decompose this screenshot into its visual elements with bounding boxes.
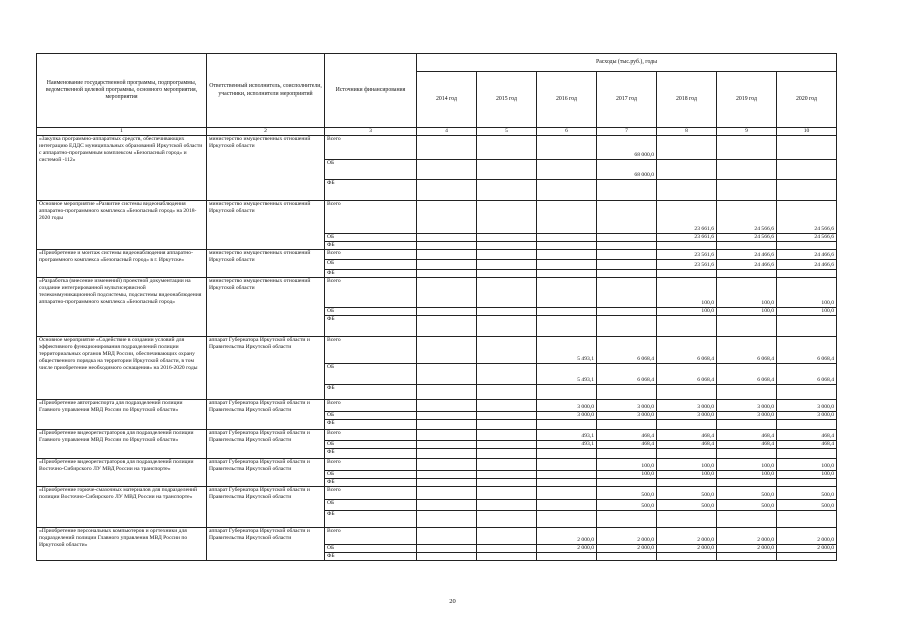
program-name-cell: «Приобретение горюче-смазочных материалов для подразделений полиции Восточно-Сибирского ЛУ МВД России на транспорте»: [37, 486, 207, 527]
amount-cell: [477, 277, 537, 307]
amount-cell: [537, 234, 597, 242]
executor-cell: аппарат Губернатора Иркутской области и Правительства Иркутской области: [207, 527, 325, 560]
amount-cell: 100,0: [597, 458, 657, 470]
amount-cell: 24 566,6: [717, 201, 777, 234]
executor-cell: аппарат Губернатора Иркутской области и Правительства Иркутской области: [207, 399, 325, 429]
amount-cell: 24 466,6: [777, 249, 837, 259]
amount-cell: [477, 336, 537, 363]
program-name-cell: «Приобретение видеорегистраторов для подразделений полиции Восточно-Сибирского ЛУ МВД России на транспорте»: [37, 458, 207, 486]
amount-cell: 100,0: [657, 458, 717, 470]
amount-cell: [657, 384, 717, 399]
amount-cell: [477, 411, 537, 419]
amount-cell: 500,0: [657, 486, 717, 499]
amount-cell: [597, 180, 657, 201]
amount-cell: [717, 241, 777, 249]
amount-cell: 23 661,6: [657, 234, 717, 242]
amount-cell: 100,0: [777, 277, 837, 307]
amount-cell: [597, 419, 657, 429]
table-row: [37, 249, 837, 259]
amount-cell: 2 000,0: [597, 527, 657, 544]
table-row: [37, 399, 837, 411]
amount-cell: [537, 458, 597, 470]
amount-cell: [477, 527, 537, 544]
amount-cell: [417, 363, 477, 384]
amount-cell: 2 000,0: [717, 527, 777, 544]
table-row: [37, 429, 837, 440]
amount-cell: [417, 470, 477, 478]
amount-cell: [597, 552, 657, 560]
amount-cell: 468,4: [777, 429, 837, 440]
header-year: 2016 год: [537, 72, 597, 128]
amount-cell: [477, 499, 537, 510]
amount-cell: 2 000,0: [777, 527, 837, 544]
executor-cell: аппарат Губернатора Иркутской области и Правительства Иркутской области: [207, 458, 325, 486]
amount-cell: 23 661,6: [657, 201, 717, 234]
funding-source-cell: ФБ: [325, 478, 417, 486]
funding-source-cell: ОБ: [325, 307, 417, 315]
amount-cell: 5 493,1: [537, 336, 597, 363]
funding-source-cell: ФБ: [325, 384, 417, 399]
amount-cell: [417, 315, 477, 336]
table-row: [37, 486, 837, 499]
funding-source-cell: Всего: [325, 277, 417, 307]
amount-cell: 500,0: [597, 499, 657, 510]
amount-cell: [537, 499, 597, 510]
amount-cell: 2 000,0: [717, 544, 777, 552]
amount-cell: [597, 269, 657, 277]
amount-cell: [777, 160, 837, 180]
amount-cell: 3 000,0: [717, 399, 777, 411]
amount-cell: [417, 544, 477, 552]
amount-cell: 100,0: [717, 458, 777, 470]
amount-cell: 6 068,4: [597, 336, 657, 363]
funding-source-cell: Всего: [325, 249, 417, 259]
amount-cell: [477, 201, 537, 234]
amount-cell: [657, 241, 717, 249]
column-number: 1: [37, 128, 207, 136]
amount-cell: 100,0: [657, 277, 717, 307]
amount-cell: [477, 448, 537, 458]
amount-cell: [717, 448, 777, 458]
amount-cell: 24 466,6: [717, 259, 777, 269]
column-number: 8: [657, 128, 717, 136]
amount-cell: [417, 478, 477, 486]
funding-source-cell: ОБ: [325, 411, 417, 419]
funding-source-cell: ОБ: [325, 234, 417, 242]
funding-source-cell: ОБ: [325, 259, 417, 269]
amount-cell: 468,4: [597, 429, 657, 440]
amount-cell: [417, 527, 477, 544]
amount-cell: [597, 259, 657, 269]
column-number: 9: [717, 128, 777, 136]
amount-cell: [597, 315, 657, 336]
amount-cell: [477, 510, 537, 527]
program-name-cell: Основное мероприятие «Содействие в создании условий для эффективного функционирования подразделений полиции территориальных органов МВД России, обеспечивающих охрану общественного порядка на территории Иркутской области, в том числе приобретение необходимого оснащения» на 2016-2020 годы: [37, 336, 207, 399]
amount-cell: [477, 429, 537, 440]
amount-cell: 468,4: [657, 429, 717, 440]
amount-cell: [477, 470, 537, 478]
amount-cell: [537, 241, 597, 249]
amount-cell: [537, 249, 597, 259]
amount-cell: [717, 384, 777, 399]
amount-cell: 3 000,0: [537, 411, 597, 419]
amount-cell: 2 000,0: [657, 544, 717, 552]
amount-cell: [537, 307, 597, 315]
amount-cell: [477, 307, 537, 315]
table-row: [37, 336, 837, 363]
amount-cell: [417, 399, 477, 411]
amount-cell: [477, 269, 537, 277]
amount-cell: [597, 478, 657, 486]
amount-cell: 100,0: [777, 470, 837, 478]
header-year: 2017 год: [597, 72, 657, 128]
amount-cell: [477, 544, 537, 552]
amount-cell: [597, 277, 657, 307]
amount-cell: 3 000,0: [657, 411, 717, 419]
amount-cell: 100,0: [717, 307, 777, 315]
amount-cell: 500,0: [777, 499, 837, 510]
funding-source-cell: Всего: [325, 399, 417, 411]
amount-cell: [417, 259, 477, 269]
amount-cell: 6 068,4: [777, 336, 837, 363]
amount-cell: 3 000,0: [777, 411, 837, 419]
budget-table-sheet: [36, 53, 836, 561]
amount-cell: [477, 180, 537, 201]
amount-cell: 493,1: [537, 440, 597, 448]
amount-cell: [417, 180, 477, 201]
executor-cell: министерство имущественных отношений Иркутской области: [207, 249, 325, 277]
amount-cell: [597, 448, 657, 458]
amount-cell: [597, 249, 657, 259]
funding-source-cell: ФБ: [325, 552, 417, 560]
amount-cell: 2 000,0: [597, 544, 657, 552]
header-executor: Ответственный исполнитель, соисполнители, участники, исполнители мероприятий: [207, 54, 325, 128]
amount-cell: [777, 448, 837, 458]
amount-cell: [537, 269, 597, 277]
amount-cell: [537, 384, 597, 399]
amount-cell: [537, 259, 597, 269]
amount-cell: 100,0: [657, 470, 717, 478]
amount-cell: 3 000,0: [597, 411, 657, 419]
amount-cell: 6 068,4: [717, 363, 777, 384]
amount-cell: 500,0: [597, 486, 657, 499]
amount-cell: [417, 269, 477, 277]
amount-cell: 2 000,0: [777, 544, 837, 552]
amount-cell: 24 566,6: [777, 201, 837, 234]
funding-source-cell: ФБ: [325, 269, 417, 277]
amount-cell: [777, 315, 837, 336]
amount-cell: [477, 384, 537, 399]
amount-cell: 100,0: [657, 307, 717, 315]
amount-cell: [417, 429, 477, 440]
amount-cell: [777, 510, 837, 527]
amount-cell: [717, 552, 777, 560]
amount-cell: [657, 160, 717, 180]
column-number: 2: [207, 128, 325, 136]
funding-source-cell: ФБ: [325, 180, 417, 201]
amount-cell: [717, 136, 777, 160]
amount-cell: [477, 399, 537, 411]
amount-cell: [777, 419, 837, 429]
amount-cell: 3 000,0: [537, 399, 597, 411]
amount-cell: [417, 440, 477, 448]
amount-cell: [717, 315, 777, 336]
executor-cell: аппарат Губернатора Иркутской области и Правительства Иркутской области: [207, 429, 325, 458]
amount-cell: [657, 419, 717, 429]
amount-cell: [777, 384, 837, 399]
column-number: 6: [537, 128, 597, 136]
amount-cell: [597, 201, 657, 234]
program-name-cell: «Приобретение автотранспорта для подразделений полиции Главного управления МВД России по Иркутской области»: [37, 399, 207, 429]
amount-cell: [417, 241, 477, 249]
amount-cell: [417, 486, 477, 499]
column-number: 7: [597, 128, 657, 136]
amount-cell: [537, 419, 597, 429]
amount-cell: [417, 136, 477, 160]
amount-cell: [417, 336, 477, 363]
executor-cell: аппарат Губернатора Иркутской области и Правительства Иркутской области: [207, 486, 325, 527]
header-funding-source: Источники финансирования: [325, 54, 417, 128]
amount-cell: [477, 552, 537, 560]
amount-cell: 500,0: [717, 499, 777, 510]
table-row: [37, 527, 837, 544]
amount-cell: 493,1: [537, 429, 597, 440]
amount-cell: 24 566,6: [717, 234, 777, 242]
amount-cell: [477, 478, 537, 486]
amount-cell: [777, 241, 837, 249]
funding-source-cell: ОБ: [325, 160, 417, 180]
amount-cell: [477, 234, 537, 242]
amount-cell: [657, 180, 717, 201]
column-number: 10: [777, 128, 837, 136]
amount-cell: [657, 478, 717, 486]
amount-cell: [717, 419, 777, 429]
page-number: 20: [449, 598, 456, 605]
amount-cell: 23 561,6: [657, 259, 717, 269]
amount-cell: [537, 277, 597, 307]
funding-source-cell: ФБ: [325, 510, 417, 527]
amount-cell: 500,0: [717, 486, 777, 499]
funding-source-cell: Всего: [325, 458, 417, 470]
amount-cell: [477, 249, 537, 259]
amount-cell: 6 068,4: [777, 363, 837, 384]
program-name-cell: «Закупка программно-аппаратных средств, обеспечивающих интеграцию ЕДДС муниципальных образований Иркутской области с аппаратно-программным комплексом «Безопасный город» и системой -112»: [37, 136, 207, 201]
amount-cell: [777, 552, 837, 560]
amount-cell: [417, 234, 477, 242]
funding-source-cell: ФБ: [325, 448, 417, 458]
amount-cell: [417, 448, 477, 458]
amount-cell: [477, 486, 537, 499]
program-name-cell: «Разработка (внесение изменений) проектной документации на создание интегрированной мультисервисной телекоммуникационной подсистемы, подсистемы видеонаблюдения аппаратно-программного комплекса «Безопасный город»: [37, 277, 207, 336]
header-year: 2015 год: [477, 72, 537, 128]
amount-cell: [597, 234, 657, 242]
amount-cell: [417, 384, 477, 399]
header-year: 2019 год: [717, 72, 777, 128]
program-name-cell: «Приобретение персональных компьютеров и оргтехники для подразделений полиции Главного управления МВД России по Иркутской области»: [37, 527, 207, 560]
column-number: 5: [477, 128, 537, 136]
amount-cell: 24 466,6: [717, 249, 777, 259]
amount-cell: [657, 315, 717, 336]
column-number: 3: [325, 128, 417, 136]
executor-cell: министерство имущественных отношений Иркутской области: [207, 277, 325, 336]
header-year: 2018 год: [657, 72, 717, 128]
amount-cell: [657, 552, 717, 560]
table-row: [37, 277, 837, 307]
funding-source-cell: ОБ: [325, 440, 417, 448]
amount-cell: 500,0: [657, 499, 717, 510]
table-row: [37, 201, 837, 234]
amount-cell: 468,4: [777, 440, 837, 448]
funding-source-cell: Всего: [325, 136, 417, 160]
program-name-cell: Основное мероприятие «Развитие системы видеонаблюдения аппаратно-программного комплекса «Безопасный город» на 2018-2020 годы: [37, 201, 207, 250]
executor-cell: аппарат Губернатора Иркутской области и Правительства Иркутской области: [207, 336, 325, 399]
amount-cell: [537, 448, 597, 458]
amount-cell: [717, 478, 777, 486]
amount-cell: [537, 160, 597, 180]
amount-cell: 468,4: [717, 429, 777, 440]
amount-cell: [537, 486, 597, 499]
amount-cell: 3 000,0: [597, 399, 657, 411]
amount-cell: [597, 384, 657, 399]
amount-cell: [717, 510, 777, 527]
header-expenses: Расходы (тыс.руб.), годы: [417, 54, 837, 72]
amount-cell: [477, 440, 537, 448]
amount-cell: 5 493,1: [537, 363, 597, 384]
amount-cell: 500,0: [777, 486, 837, 499]
amount-cell: [417, 411, 477, 419]
amount-cell: 68 000,0: [597, 136, 657, 160]
amount-cell: [417, 458, 477, 470]
amount-cell: [417, 499, 477, 510]
amount-cell: [657, 448, 717, 458]
column-number: 4: [417, 128, 477, 136]
amount-cell: [597, 510, 657, 527]
funding-source-cell: ОБ: [325, 363, 417, 384]
amount-cell: 468,4: [597, 440, 657, 448]
funding-source-cell: ФБ: [325, 315, 417, 336]
program-name-cell: «Приобретение и монтаж системы видеонаблюдения аппаратно-программного комплекса «Безопасный город» в г. Иркутске»: [37, 249, 207, 277]
amount-cell: 100,0: [717, 470, 777, 478]
amount-cell: 23 561,6: [657, 249, 717, 259]
column-number-row: [37, 128, 837, 136]
program-name-cell: «Приобретение видеорегистраторов для подразделений полиции Главного управления МВД России по Иркутской области»: [37, 429, 207, 458]
amount-cell: 6 068,4: [657, 363, 717, 384]
funding-source-cell: ОБ: [325, 470, 417, 478]
amount-cell: [597, 241, 657, 249]
expenses-table: [36, 53, 837, 561]
amount-cell: 68 000,0: [597, 160, 657, 180]
amount-cell: [477, 160, 537, 180]
amount-cell: [777, 478, 837, 486]
amount-cell: [657, 510, 717, 527]
amount-cell: [477, 419, 537, 429]
amount-cell: [717, 269, 777, 277]
funding-source-cell: Всего: [325, 336, 417, 363]
amount-cell: 2 000,0: [537, 527, 597, 544]
amount-cell: 468,4: [657, 440, 717, 448]
amount-cell: [657, 136, 717, 160]
amount-cell: [717, 160, 777, 180]
amount-cell: 3 000,0: [777, 399, 837, 411]
amount-cell: 100,0: [717, 277, 777, 307]
amount-cell: 6 068,4: [717, 336, 777, 363]
header-year: 2020 год: [777, 72, 837, 128]
table-row: [37, 136, 837, 160]
amount-cell: 468,4: [717, 440, 777, 448]
amount-cell: 100,0: [777, 307, 837, 315]
amount-cell: [417, 277, 477, 307]
amount-cell: [417, 201, 477, 234]
funding-source-cell: ФБ: [325, 241, 417, 249]
amount-cell: 6 068,4: [597, 363, 657, 384]
amount-cell: [477, 241, 537, 249]
funding-source-cell: Всего: [325, 486, 417, 499]
amount-cell: 2 000,0: [657, 527, 717, 544]
header-year: 2014 год: [417, 72, 477, 128]
executor-cell: министерство имущественных отношений Иркутской области: [207, 136, 325, 201]
amount-cell: [537, 552, 597, 560]
amount-cell: [417, 307, 477, 315]
amount-cell: [537, 201, 597, 234]
header-program-name: Наименование государственной программы, подпрограммы, ведомственной целевой программы, основного мероприятия, мероприятия: [37, 54, 207, 128]
amount-cell: [477, 315, 537, 336]
amount-cell: 2 000,0: [537, 544, 597, 552]
amount-cell: [777, 180, 837, 201]
amount-cell: [777, 269, 837, 277]
amount-cell: 24 466,6: [777, 259, 837, 269]
funding-source-cell: ФБ: [325, 419, 417, 429]
amount-cell: [717, 180, 777, 201]
amount-cell: [537, 136, 597, 160]
amount-cell: 100,0: [597, 470, 657, 478]
funding-source-cell: Всего: [325, 527, 417, 544]
amount-cell: 3 000,0: [657, 399, 717, 411]
amount-cell: [417, 249, 477, 259]
funding-source-cell: ОБ: [325, 544, 417, 552]
amount-cell: [417, 419, 477, 429]
amount-cell: [417, 160, 477, 180]
amount-cell: [597, 307, 657, 315]
amount-cell: 100,0: [777, 458, 837, 470]
funding-source-cell: Всего: [325, 429, 417, 440]
executor-cell: министерство имущественных отношений Иркутской области: [207, 201, 325, 250]
amount-cell: [477, 363, 537, 384]
funding-source-cell: Всего: [325, 201, 417, 234]
amount-cell: [537, 478, 597, 486]
amount-cell: [537, 180, 597, 201]
funding-source-cell: ОБ: [325, 499, 417, 510]
amount-cell: [537, 315, 597, 336]
amount-cell: [657, 269, 717, 277]
amount-cell: [417, 552, 477, 560]
amount-cell: [477, 136, 537, 160]
amount-cell: [417, 510, 477, 527]
table-row: [37, 458, 837, 470]
amount-cell: [477, 458, 537, 470]
amount-cell: [537, 470, 597, 478]
amount-cell: [777, 136, 837, 160]
amount-cell: 6 068,4: [657, 336, 717, 363]
table-body: [37, 128, 837, 561]
amount-cell: [537, 510, 597, 527]
amount-cell: [477, 259, 537, 269]
amount-cell: 24 566,6: [777, 234, 837, 242]
amount-cell: 3 000,0: [717, 411, 777, 419]
